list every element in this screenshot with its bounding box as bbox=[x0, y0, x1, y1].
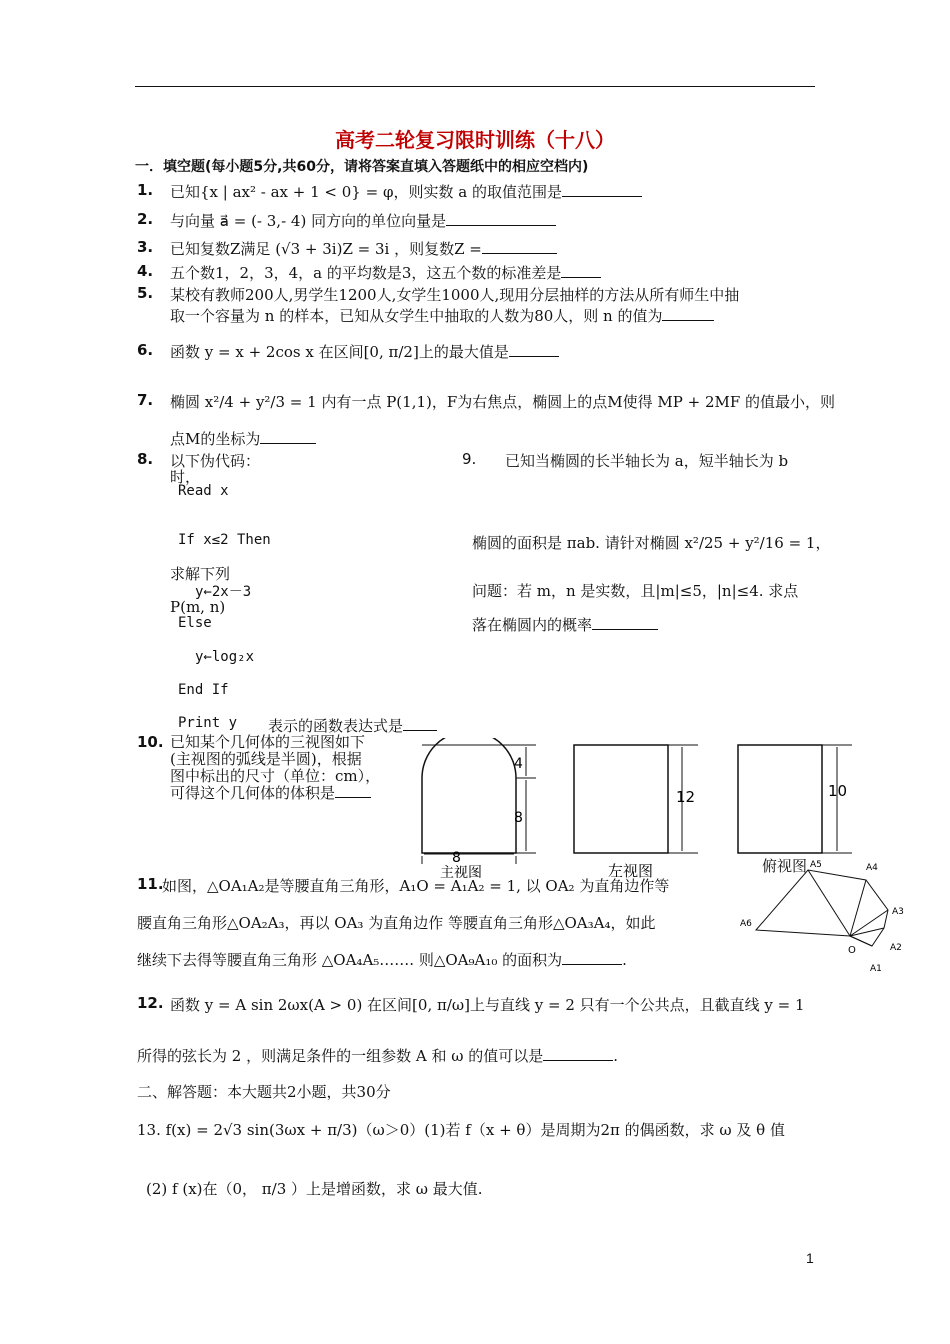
code-line-1: Read x bbox=[178, 483, 229, 499]
q8-solve-label: 求解下列 bbox=[170, 565, 231, 583]
q5-number: 5. bbox=[137, 284, 154, 302]
q10-number: 10. bbox=[137, 733, 164, 751]
code-line-4: Else bbox=[178, 615, 212, 631]
code-line-7: Print y bbox=[178, 715, 238, 731]
q10-answer-blank bbox=[335, 783, 371, 798]
q6-number: 6. bbox=[137, 341, 154, 359]
q2-stem: 与向量 a⃗ = (- 3,- 4) 同方向的单位向量是 bbox=[170, 212, 447, 230]
code-line-5: y←log₂x bbox=[195, 649, 255, 665]
dim-4: 4 bbox=[514, 756, 523, 772]
q12-answer-blank bbox=[543, 1046, 613, 1061]
q7-answer-blank bbox=[260, 429, 316, 444]
dim-12: 12 bbox=[676, 788, 696, 806]
q7-line1: 椭圆 x²/4 + y²/3 = 1 内有一点 P(1,1)，F为右焦点，椭圆上的点M使得 MP + 2MF 的值最小，则 bbox=[170, 393, 836, 411]
dim-8-horizontal: 8 bbox=[452, 850, 461, 866]
q10-line2: (主视图的弧线是半圆)，根据 bbox=[170, 750, 362, 768]
q11-number: 11. bbox=[137, 875, 164, 893]
q7-line2 bbox=[170, 428, 316, 449]
q5-answer-blank bbox=[662, 306, 714, 321]
q9-number: 9. bbox=[462, 450, 477, 468]
section-1-heading: 一．填空题(每小题5分,共60分，请将答案直填入答题纸中的相应空档内) bbox=[135, 159, 589, 175]
q3-text bbox=[170, 238, 557, 259]
top-view-label: 俯视图 bbox=[762, 857, 808, 875]
label-a6: A6 bbox=[740, 919, 752, 929]
q13-line1: 13. f(x) = 2√3 sin(3ωx + π/3)（ω＞0）(1)若 f（x + θ）是周期为2π 的偶函数，求 ω 及 θ 值 bbox=[137, 1121, 785, 1139]
header-rule bbox=[135, 86, 815, 87]
left-view-label: 左视图 bbox=[608, 862, 654, 878]
left-view-outline bbox=[574, 745, 668, 853]
q9-line1: 已知当椭圆的长半轴长为 a，短半轴长为 b bbox=[505, 452, 789, 470]
q10-line4 bbox=[170, 782, 371, 803]
page-number: 1 bbox=[806, 1250, 814, 1266]
label-a1: A1 bbox=[870, 964, 882, 974]
main-view-label: 主视图 bbox=[440, 865, 482, 878]
q12-number: 12. bbox=[137, 994, 164, 1012]
q6-text bbox=[170, 341, 559, 362]
section-2-heading: 二、解答题：本大题共2小题，共30分 bbox=[137, 1083, 391, 1101]
q12-stem: 所得的弦长为 2 ，则满足条件的一组参数 A 和 ω 的值可以是 bbox=[137, 1047, 544, 1065]
q1-text bbox=[170, 181, 642, 202]
q10-stem: 可得这个几何体的体积是 bbox=[170, 784, 336, 802]
q10-line1: 已知某个几何体的三视图如下 bbox=[170, 733, 366, 751]
q11-line1: 如图，△OA₁A₂是等腰直角三角形，A₁O = A₁A₂ = 1, 以 OA₂ 为直角边作等 bbox=[162, 877, 670, 895]
q5-line2 bbox=[170, 305, 714, 326]
label-a2: A2 bbox=[890, 943, 902, 953]
q10-line3: 图中标出的尺寸（单位：cm）， bbox=[170, 767, 381, 785]
label-o: O bbox=[848, 945, 856, 956]
label-a4: A4 bbox=[866, 863, 878, 873]
q4-number: 4. bbox=[137, 262, 154, 280]
q11-line3: 继续下去得等腰直角三角形 △OA₄A₅……. 则△OA₉A₁₀ 的面积为 . bbox=[137, 951, 627, 969]
q6-stem: 函数 y = x + 2cos x 在区间[0, π/2]上的最大值是 bbox=[170, 343, 509, 361]
q13-line2: (2) f (x)在（0， π/3 ）上是增函数，求 ω 最大值. bbox=[146, 1180, 483, 1198]
dim-10: 10 bbox=[828, 782, 848, 800]
q5-line1: 某校有教师200人,男学生1200人,女学生1000人,现用分层抽样的方法从所有师生中抽 bbox=[170, 286, 740, 304]
q8-point: P(m, n) bbox=[170, 598, 226, 616]
q9-stem: 落在椭圆内的概率 bbox=[472, 616, 593, 634]
q2-number: 2. bbox=[137, 210, 154, 228]
q7-stem: 点M的坐标为 bbox=[170, 430, 261, 448]
q1-number: 1. bbox=[137, 181, 154, 199]
q2-text bbox=[170, 210, 556, 231]
main-view-outline bbox=[422, 738, 516, 853]
q3-answer-blank bbox=[482, 239, 557, 254]
q1-answer-blank bbox=[562, 182, 642, 197]
q7-number: 7. bbox=[137, 391, 154, 409]
q6-answer-blank bbox=[509, 342, 559, 357]
q11-stem: 继续下去得等腰直角三角形 △OA₄A₅……. 则△OA₉A₁₀ 的面积为 bbox=[137, 951, 563, 969]
q8-intro: 以下伪代码： bbox=[170, 452, 261, 470]
q4-stem: 五个数1，2，3，4，a 的平均数是3，这五个数的标准差是 bbox=[170, 264, 562, 282]
q9-line2: 椭圆的面积是 πab. 请针对椭圆 x²/25 + y²/16 = 1， bbox=[472, 534, 831, 552]
q8-answer-blank bbox=[403, 716, 437, 731]
q11-line2: 腰直角三角形△OA₂A₃，再以 OA₃ 为直角边作 等腰直角三角形△OA₃A₄，如此 bbox=[137, 914, 656, 932]
q8-intro-cont: 时， bbox=[170, 468, 201, 486]
q2-answer-blank bbox=[446, 211, 556, 226]
label-a3: A3 bbox=[892, 907, 904, 917]
q9-answer-blank bbox=[592, 615, 658, 630]
q12-line2: 所得的弦长为 2 ，则满足条件的一组参数 A 和 ω 的值可以是 . bbox=[137, 1047, 618, 1065]
code-line-2: If x≤2 Then bbox=[178, 532, 271, 548]
label-a5: A5 bbox=[810, 860, 822, 870]
q3-stem: 已知复数Z满足 (√3 + 3i)Z = 3i ，则复数Z = bbox=[170, 240, 482, 258]
q9-line4 bbox=[472, 614, 658, 635]
page-title: 高考二轮复习限时训练（十八） bbox=[335, 128, 615, 152]
q9-line3: 问题：若 m，n 是实数，且|m|≤5，|n|≤4. 求点 bbox=[472, 582, 799, 600]
q4-text bbox=[170, 262, 601, 283]
q12-line1: 函数 y = A sin 2ωx(A > 0) 在区间[0, π/ω]上与直线 y = 2 只有一个公共点，且截直线 y = 1 bbox=[170, 996, 805, 1014]
q3-number: 3. bbox=[137, 238, 154, 256]
code-line-6: End If bbox=[178, 682, 229, 698]
triangle-spiral-figure bbox=[738, 858, 910, 976]
q5-stem: 取一个容量为 n 的样本，已知从女学生中抽取的人数为80人，则 n 的值为 bbox=[170, 307, 663, 325]
dim-8-vertical: 8 bbox=[514, 810, 523, 826]
q1-stem: 已知{x | ax² - ax + 1 < 0} = φ，则实数 a 的取值范围是 bbox=[170, 183, 562, 201]
q8-stem: 表示的函数表达式是 bbox=[268, 717, 404, 735]
q8-number: 8. bbox=[137, 450, 154, 468]
top-view-outline bbox=[738, 745, 822, 853]
q4-answer-blank bbox=[561, 263, 601, 278]
code-line-3: y←2x－3 bbox=[195, 584, 252, 600]
q11-answer-blank bbox=[562, 950, 622, 965]
